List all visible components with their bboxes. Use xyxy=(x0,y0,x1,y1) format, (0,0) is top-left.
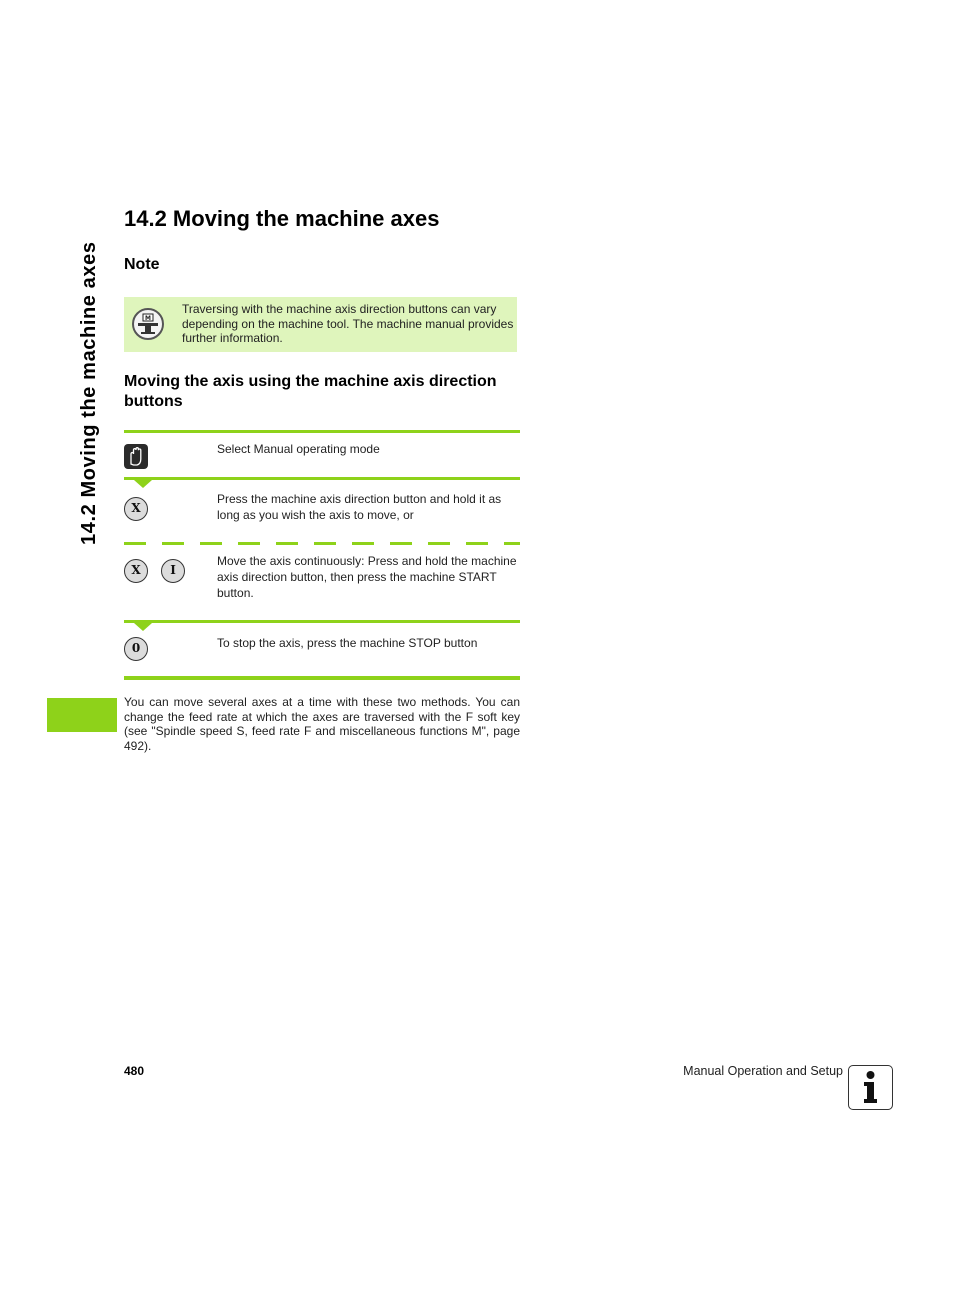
note-heading: Note xyxy=(124,256,160,273)
step-divider-notch xyxy=(134,623,152,631)
step-3-text: Move the axis continuously: Press and hold the machine axis direction button, then press the machine START button. xyxy=(217,554,517,600)
step-divider xyxy=(124,477,520,480)
table-bottom-rule xyxy=(124,676,520,680)
note-box xyxy=(124,297,517,352)
sidebar-chapter-title: 14.2 Moving the machine axes xyxy=(78,241,100,545)
page-number: 480 xyxy=(124,1064,145,1078)
svg-text:M: M xyxy=(145,315,151,322)
note-text: Traversing with the machine axis direction buttons can vary depending on the machine tool. The machine manual provides further information. xyxy=(182,302,514,345)
page-title: 14.2 Moving the machine axes xyxy=(124,206,440,231)
table-top-rule xyxy=(124,430,520,433)
chapter-tab-marker xyxy=(47,698,117,732)
step-divider-notch xyxy=(134,480,152,488)
step-2-text: Press the machine axis direction button and hold it as long as you wish the axis to move, or xyxy=(217,492,502,522)
step-1-text: Select Manual operating mode xyxy=(217,442,380,456)
machine-manual-icon xyxy=(132,308,164,340)
body-paragraph: You can move several axes at a time with these two methods. You can change the feed rate at which the axes are traversed with the F soft key (see "Spindle speed S, feed rate F and miscellaneous functions M", page 492). xyxy=(124,695,520,753)
footer-section-title: Manual Operation and Setup xyxy=(683,1064,843,1078)
alternative-dashed-divider xyxy=(124,542,520,545)
section-subheading: Moving the axis using the machine axis direction buttons xyxy=(124,373,497,410)
manual-mode-hand-icon xyxy=(124,444,148,469)
axis-x-key: X xyxy=(124,497,148,521)
machine-start-key: I xyxy=(161,559,185,583)
machine-stop-key: 0 xyxy=(124,637,148,661)
step-4-text: To stop the axis, press the machine STOP button xyxy=(217,636,478,650)
axis-x-key: X xyxy=(124,559,148,583)
info-icon xyxy=(848,1065,893,1110)
step-divider xyxy=(124,620,520,623)
